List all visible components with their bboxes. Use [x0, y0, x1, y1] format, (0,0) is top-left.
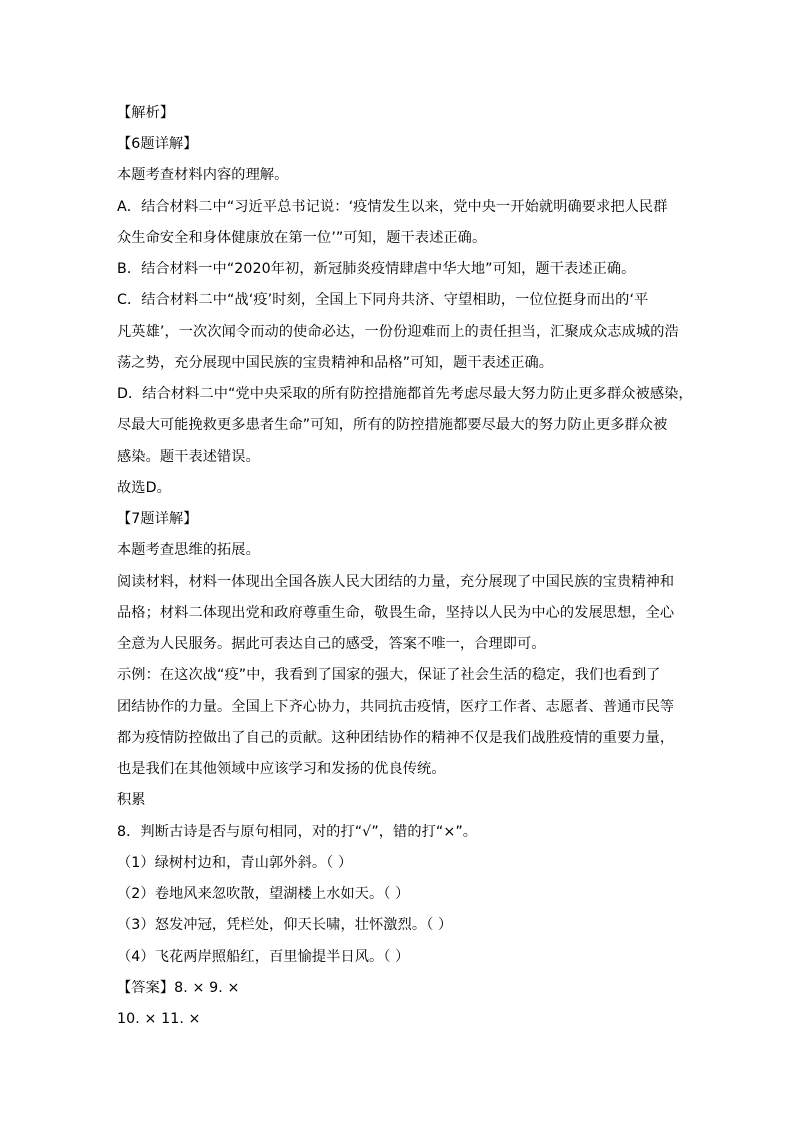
q7-example-line4: 也是我们在其他领域中应该学习和发扬的优良传统。	[117, 761, 446, 777]
analysis-heading: 【解析】	[117, 105, 175, 121]
option-a-line1: A．结合材料二中“习近平总书记说：‘疫情发生以来，党中央一开始就明确要求把人民群	[117, 199, 668, 215]
q6-conclusion: 故选D。	[117, 480, 171, 496]
q8-item3: （3）怒发冲冠，凭栏处，仰天长啸，壮怀激烈。（ ）	[117, 917, 453, 933]
q7-intro: 本题考查思维的拓展。	[117, 542, 260, 558]
option-d-line2: 尽最大可能挽救更多患者生命”可知，所有的防控措施都要尽最大的努力防止更多群众被	[117, 417, 668, 433]
q7-para1-line2: 品格；材料二体现出党和政府尊重生命，敬畏生命，坚持以人民为中心的发展思想，全心	[117, 605, 675, 621]
option-b-line1: B．结合材料一中“2020年初，新冠肺炎疫情肆虐中华大地”可知，题干表述正确。	[117, 261, 636, 277]
option-c-line2: 凡英雄’，一次次闻令而动的使命必达，一份份迎难而上的责任担当，汇聚成众志成城的浩	[117, 324, 679, 340]
answer-line1: 【答案】8. × 9. ×	[117, 980, 240, 996]
option-d-line3: 感染。题干表述错误。	[117, 449, 260, 465]
q6-intro: 本题考查材料内容的理解。	[117, 167, 289, 183]
q8-item4: （4）飞花两岸照船红，百里愉提半日风。（ ）	[117, 949, 410, 965]
q8-item2: （2）卷地风来忽吹散，望湖楼上水如天。（ ）	[117, 886, 410, 902]
option-c-line3: 荡之势，充分展现中国民族的宝贵精神和品格”可知，题干表述正确。	[117, 355, 554, 371]
q7-heading: 【7题详解】	[117, 511, 198, 527]
option-a-line2: 众生命安全和身体健康放在第一位’”可知，题干表述正确。	[117, 230, 487, 246]
option-c-line1: C．结合材料二中“战‘疫’时刻，全国上下同舟共济、守望相助，一位位挺身而出的‘平	[117, 292, 649, 308]
q7-example-line3: 都为疫情防控做出了自己的贡献。这种团结协作的精神不仅是我们战胜疫情的重要力量，	[117, 730, 675, 746]
q8-item1: （1）绿树村边和，青山郭外斜。（ ）	[117, 855, 353, 871]
q6-heading: 【6题详解】	[117, 136, 198, 152]
q7-example-line1: 示例：在这次战“疫”中，我看到了国家的强大，保证了社会生活的稳定，我们也看到了	[117, 667, 661, 683]
q7-para1-line3: 全意为人民服务。据此可表达自己的感受，答案不唯一，合理即可。	[117, 636, 546, 652]
q8-prompt: 8．判断古诗是否与原句相同，对的打“√”，错的打“×”。	[117, 824, 478, 840]
q7-example-line2: 团结协作的力量。全国上下齐心协力，共同抗击疫情，医疗工作者、志愿者、普通市民等	[117, 699, 675, 715]
q7-para1-line1: 阅读材料，材料一体现出全国各族人民大团结的力量，充分展现了中国民族的宝贵精神和	[117, 574, 675, 590]
option-d-line1: D．结合材料二中“党中央采取的所有防控措施都首先考虑尽最大努力防止更多群众被感染，	[117, 386, 693, 402]
section-accumulation: 积累	[117, 792, 146, 808]
answer-line2: 10. × 11. ×	[117, 1011, 201, 1027]
